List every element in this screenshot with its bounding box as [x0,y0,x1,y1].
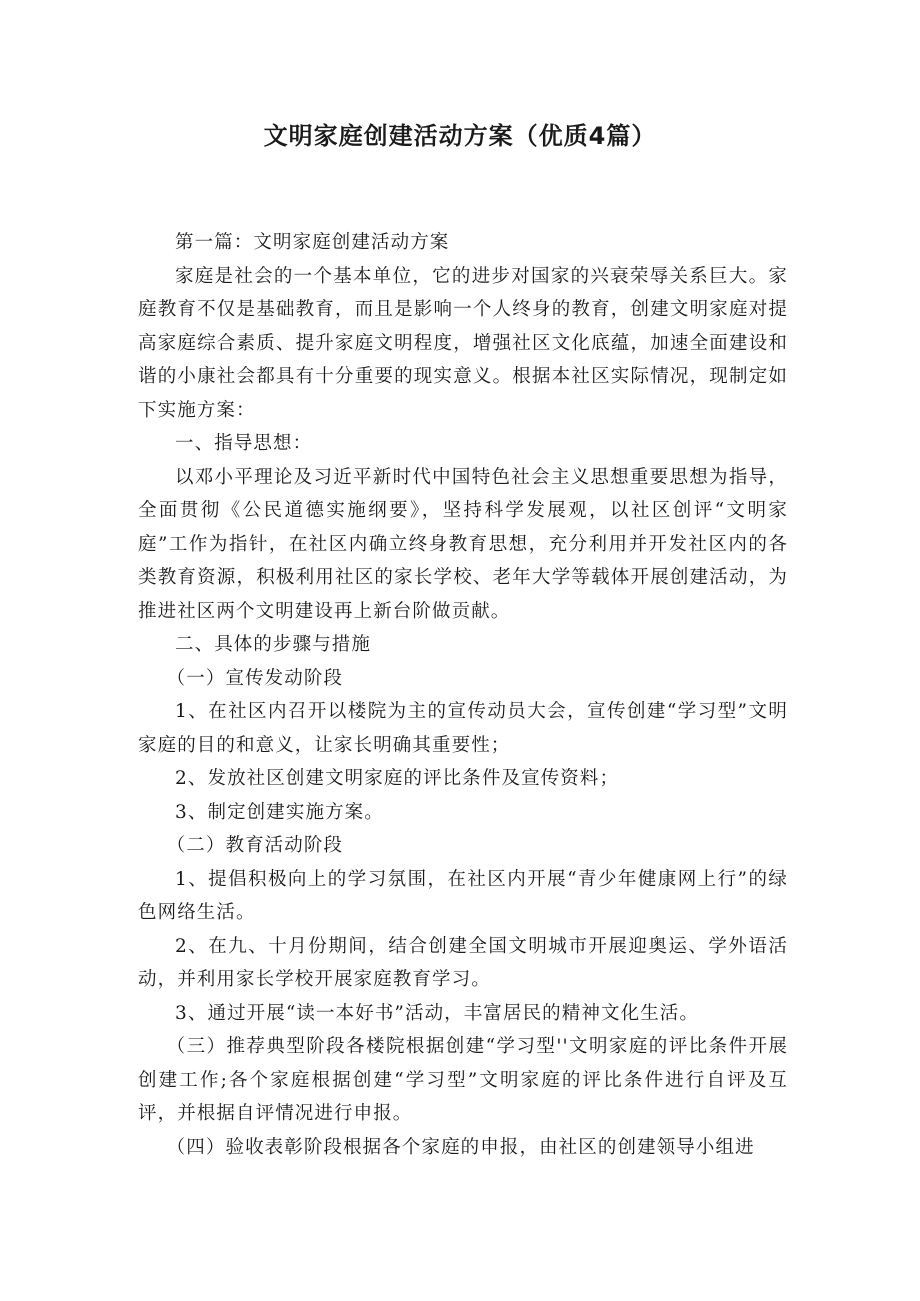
subsection-heading: （二）教育活动阶段 [166,835,344,856]
section-heading: 一、指导思想： [175,433,313,454]
list-item: 1、在社区内召开以楼院为主的宣传动员大会，宣传创建“学习型”文明家庭的目的和意义，让家长明确其重要性； [138,701,788,756]
subsection-heading: （一）宣传发动阶段 [166,667,344,689]
list-item: 3、通过开展“读一本好书”活动，丰富居民的精神文化生活。 [175,1002,699,1024]
list-item: 3、制定创建实施方案。 [175,801,384,823]
paragraph: 以邓小平理论及习近平新时代中国特色社会主义思想重要思想为指导，全面贯彻《公民道德实施纲要》，坚持科学发展观，以社区创评“文明家庭”工作为指针，在社区内确立终身教育思想，充分利用并开发社区内的各类教育资源，积极利用社区的家长学校、老年大学等载体开展创建活动，为推进社区两个文明建设再上新台阶做贡献。 [138,466,788,622]
list-item: 1、提倡积极向上的学习氛围，在社区内开展“青少年健康网上行”的绿色网络生活。 [138,868,788,923]
document-body [138,226,788,1164]
section-heading: 第一篇：文明家庭创建活动方案 [175,232,450,253]
section-heading: 二、具体的步骤与措施 [175,634,372,655]
list-item: 2、在九、十月份期间，结合创建全国文明城市开展迎奥运、学外语活动，并利用家长学校开展家庭教育学习。 [138,935,788,990]
subsection-paragraph: （三）推荐典型阶段各楼院根据创建“学习型''文明家庭的评比条件开展创建工作;各个家庭根据创建“学习型”文明家庭的评比条件进行自评及互评，并根据自评情况进行申报。 [138,1036,788,1124]
document-title: 文明家庭创建活动方案（优质4篇） [263,122,657,150]
subsection-paragraph: （四）验收表彰阶段根据各个家庭的申报，由社区的创建领导小组进 [166,1136,755,1158]
paragraph: 家庭是社会的一个基本单位，它的进步对国家的兴衰荣辱关系巨大。家庭教育不仅是基础教育，而且是影响一个人终身的教育，创建文明家庭对提高家庭综合素质、提升家庭文明程度，增强社区文化底蕴，加速全面建设和谐的小康社会都具有十分重要的现实意义。根据本社区实际情况，现制定如下实施方案： [138,265,788,421]
list-item: 2、发放社区创建文明家庭的评比条件及宣传资料； [175,768,620,789]
